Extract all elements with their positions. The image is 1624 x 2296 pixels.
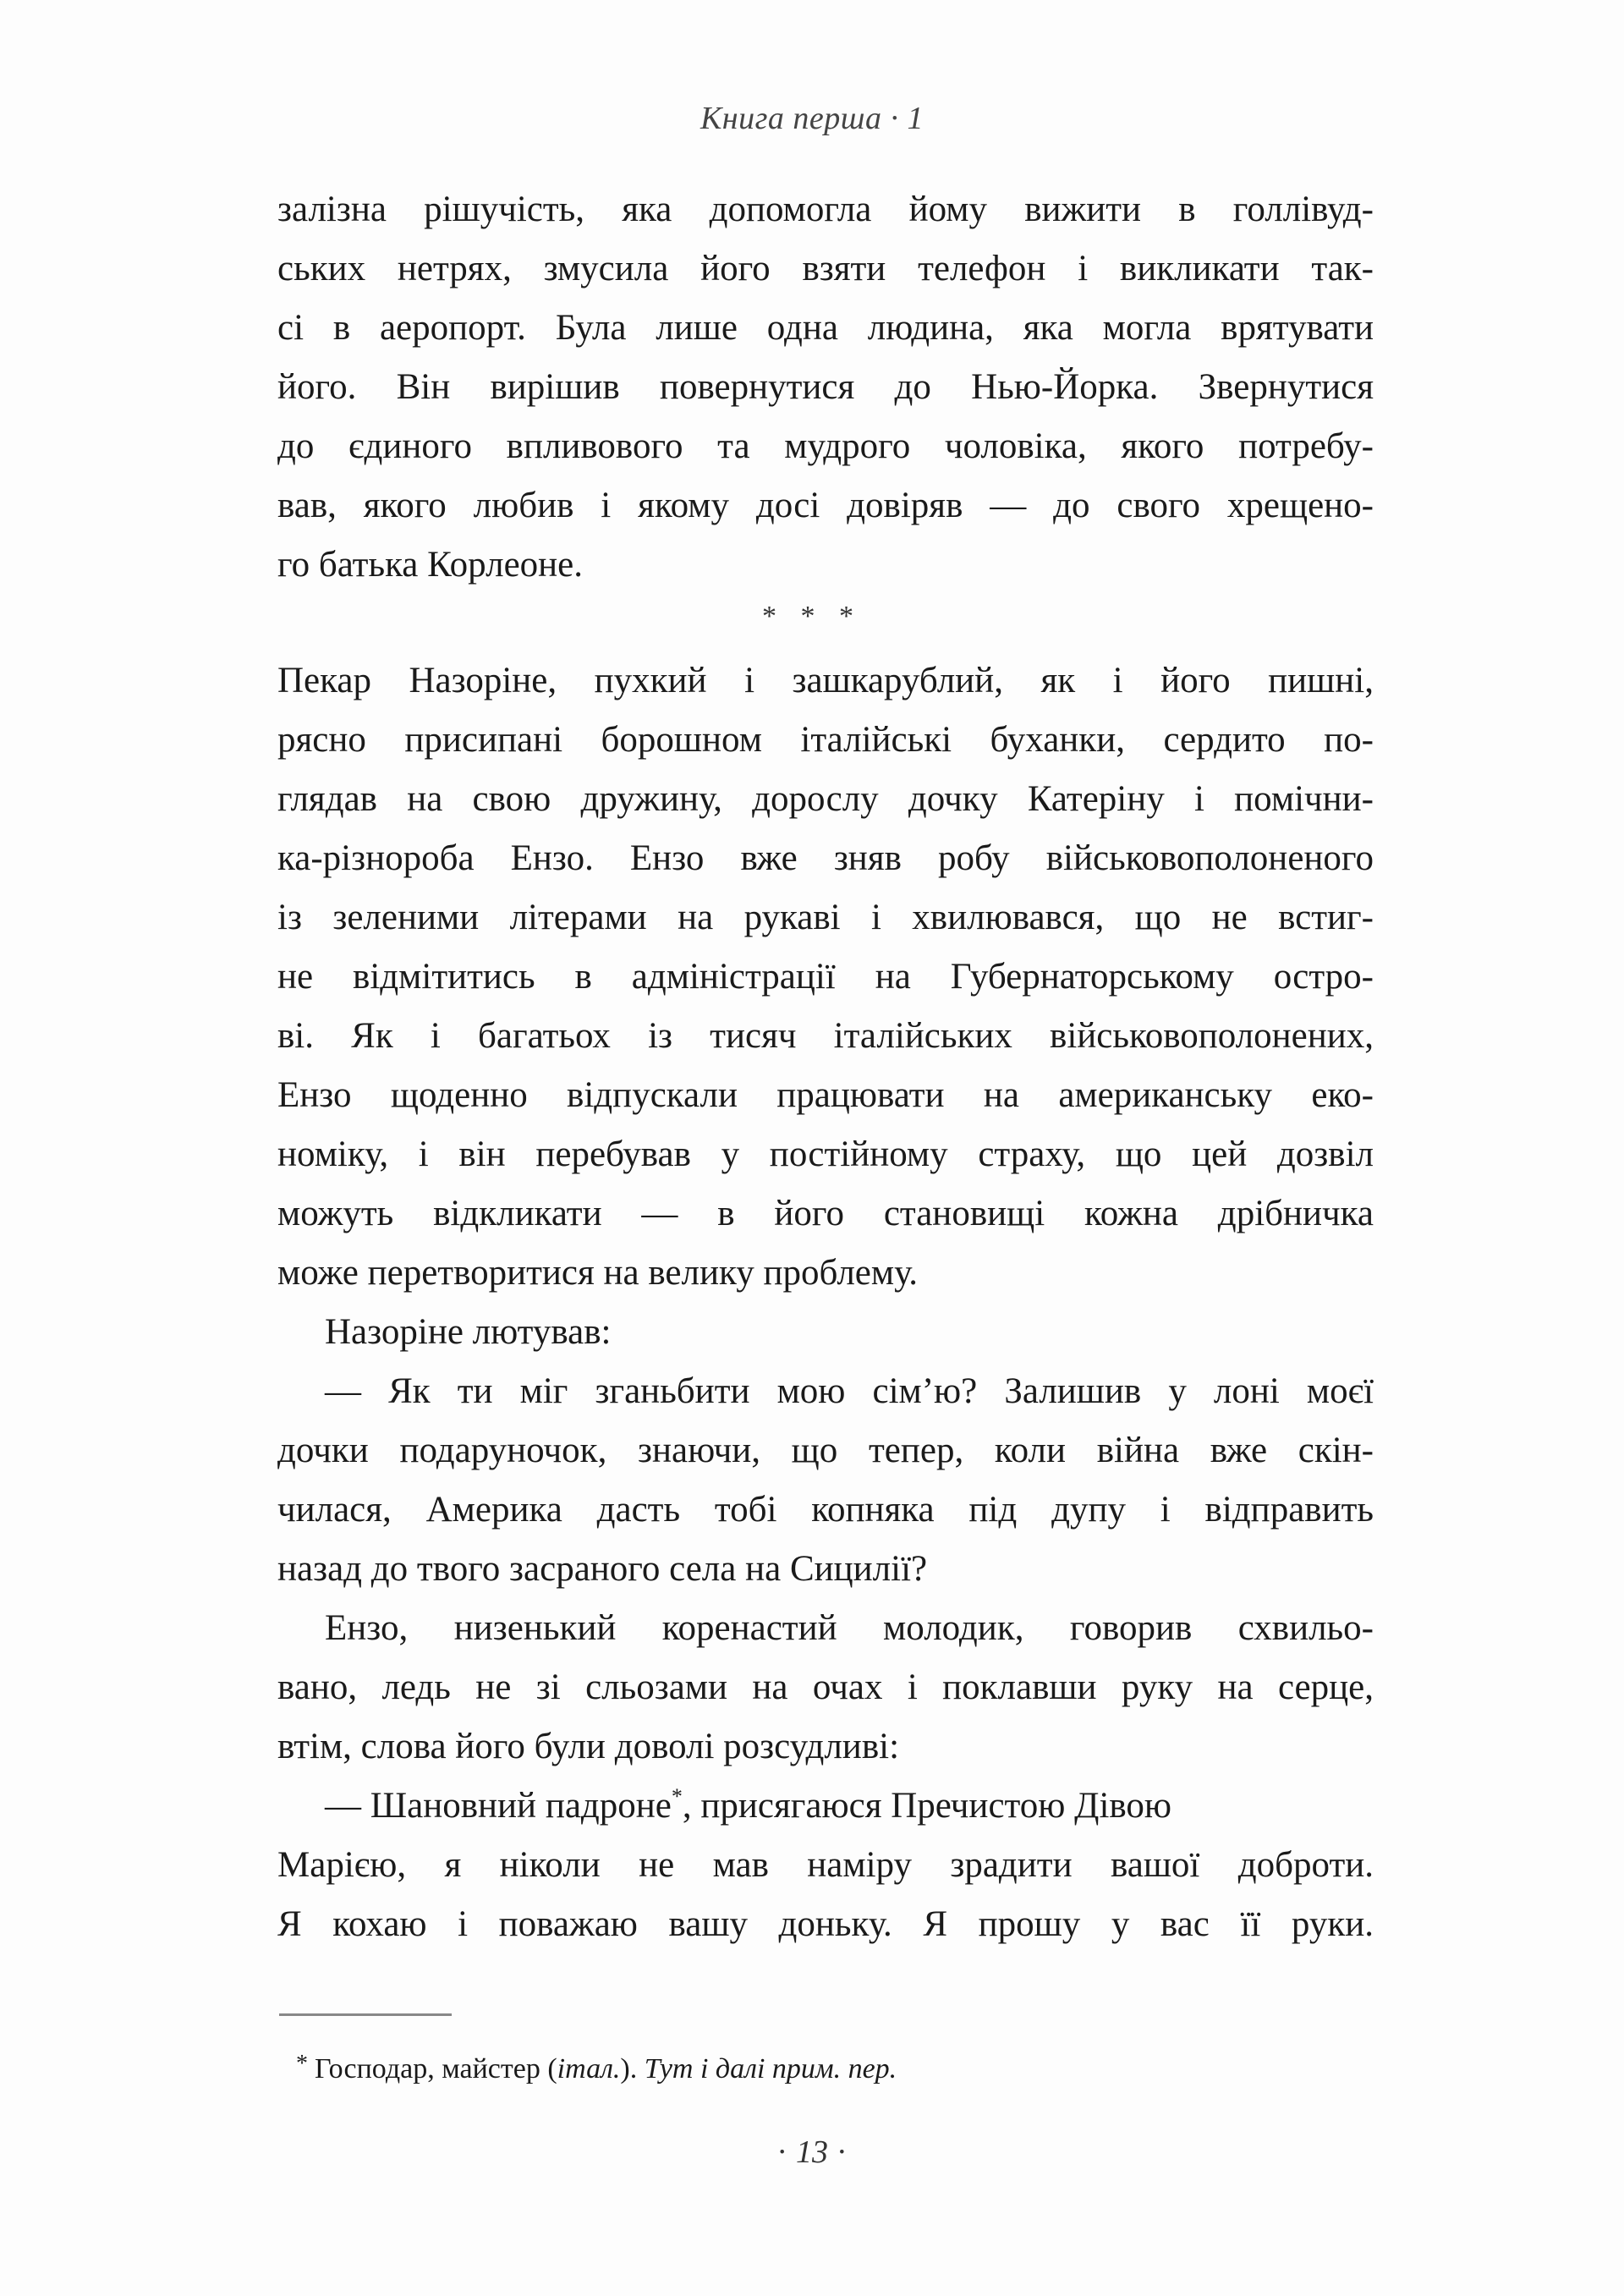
text-line: із зеленими літерами на рукаві і хвилювався, що не встиг- [277, 898, 1374, 937]
text-line: ських нетрях, змусила його взяти телефон і викликати так- [277, 249, 1374, 288]
text-line: назад до твого засраного села на Сицилії? [277, 1549, 928, 1589]
text-line: сі в аеропорт. Була лише одна людина, яка могла врятувати [277, 308, 1374, 348]
text-line: рясно присипані борошном італійські буханки, сердито по- [277, 720, 1374, 760]
footnote-abbreviation: італ. [557, 2053, 621, 2085]
footnote-reference[interactable]: * [671, 1784, 683, 1809]
text-line: го батька Корлеоне. [277, 545, 584, 585]
text-line: втім, слова його були доволі розсудливі: [277, 1727, 900, 1766]
text-line: Марією, я ніколи не мав наміру зрадити вашої доброти. [277, 1845, 1374, 1885]
footnote-marker: * [296, 2051, 308, 2077]
dialogue-fragment [325, 1777, 1171, 1836]
text-line: Ензо, низенький коренастий молодик, говорив схвильо- [325, 1608, 1374, 1648]
running-header: Книга перша · 1 [700, 101, 924, 136]
dialogue-text: — Шановний падроне [325, 1786, 672, 1826]
footnote-divider [279, 2013, 452, 2016]
text-line: Пекар Назоріне, пухкий і зашкарублий, як і його пишні, [277, 661, 1374, 700]
page-number [0, 2134, 1624, 2171]
text-line: до єдиного впливового та мудрого чоловіка, якого потребу- [277, 426, 1374, 466]
text-line: Ензо щоденно відпускали працювати на американську еко- [277, 1075, 1374, 1115]
footnote-translator-note: Тут і далі прим. пер. [644, 2053, 897, 2085]
footnote-text: Господар, майстер ( [315, 2053, 557, 2085]
text-line: вано, ледь не зі сльозами на очах і поклавши руку на серце, [277, 1667, 1374, 1707]
text-line: чилася, Америка дасть тобі копняка під дупу і відправить [277, 1490, 1374, 1530]
dialogue-line: — Як ти міг зганьбити мою сім’ю? Залишив у лоні моєї [325, 1371, 1374, 1411]
footnote [296, 2039, 897, 2095]
footnote-text-2: ). [620, 2053, 645, 2085]
text-line: номіку, і він перебував у постійному страху, що цей дозвіл [277, 1134, 1374, 1174]
page-number-value: 13 [796, 2134, 828, 2170]
dialogue-text: , присягаюся Пречистою Дівою [682, 1786, 1172, 1826]
text-line: можуть відкликати — в його становищі кожна дрібничка [277, 1194, 1374, 1233]
text-line: ві. Як і багатьох із тисяч італійських військовополонених, [277, 1016, 1374, 1056]
text-line: не відмітитись в адміністрації на Губернаторському остро- [277, 957, 1374, 997]
text-line: ка-різнороба Ензо. Ензо вже зняв робу військовополоненого [277, 838, 1374, 878]
text-line: Я кохаю і поважаю вашу доньку. Я прошу у вас її руки. [277, 1904, 1374, 1944]
text-line: може перетворитися на велику проблему. [277, 1253, 919, 1293]
text-line: залізна рішучість, яка допомогла йому вижити в голлівуд- [277, 190, 1374, 229]
text-line: його. Він вирішив повернутися до Нью-Йорка. Звернутися [277, 367, 1374, 407]
page-number-dot-right: · [837, 2134, 848, 2170]
text-line: Назоріне лютував: [325, 1312, 612, 1352]
text-line: глядав на свою дружину, дорослу дочку Катеріну і помічни- [277, 779, 1374, 819]
text-line: дочки подаруночок, знаючи, що тепер, коли війна вже скін- [277, 1431, 1374, 1470]
page-number-dot-left: · [776, 2134, 787, 2170]
section-separator: * * * [762, 601, 862, 632]
dialogue-line-with-footnote [277, 1777, 1374, 1836]
text-line: вав, якого любив і якому досі довіряв — до свого хрещено- [277, 486, 1374, 525]
